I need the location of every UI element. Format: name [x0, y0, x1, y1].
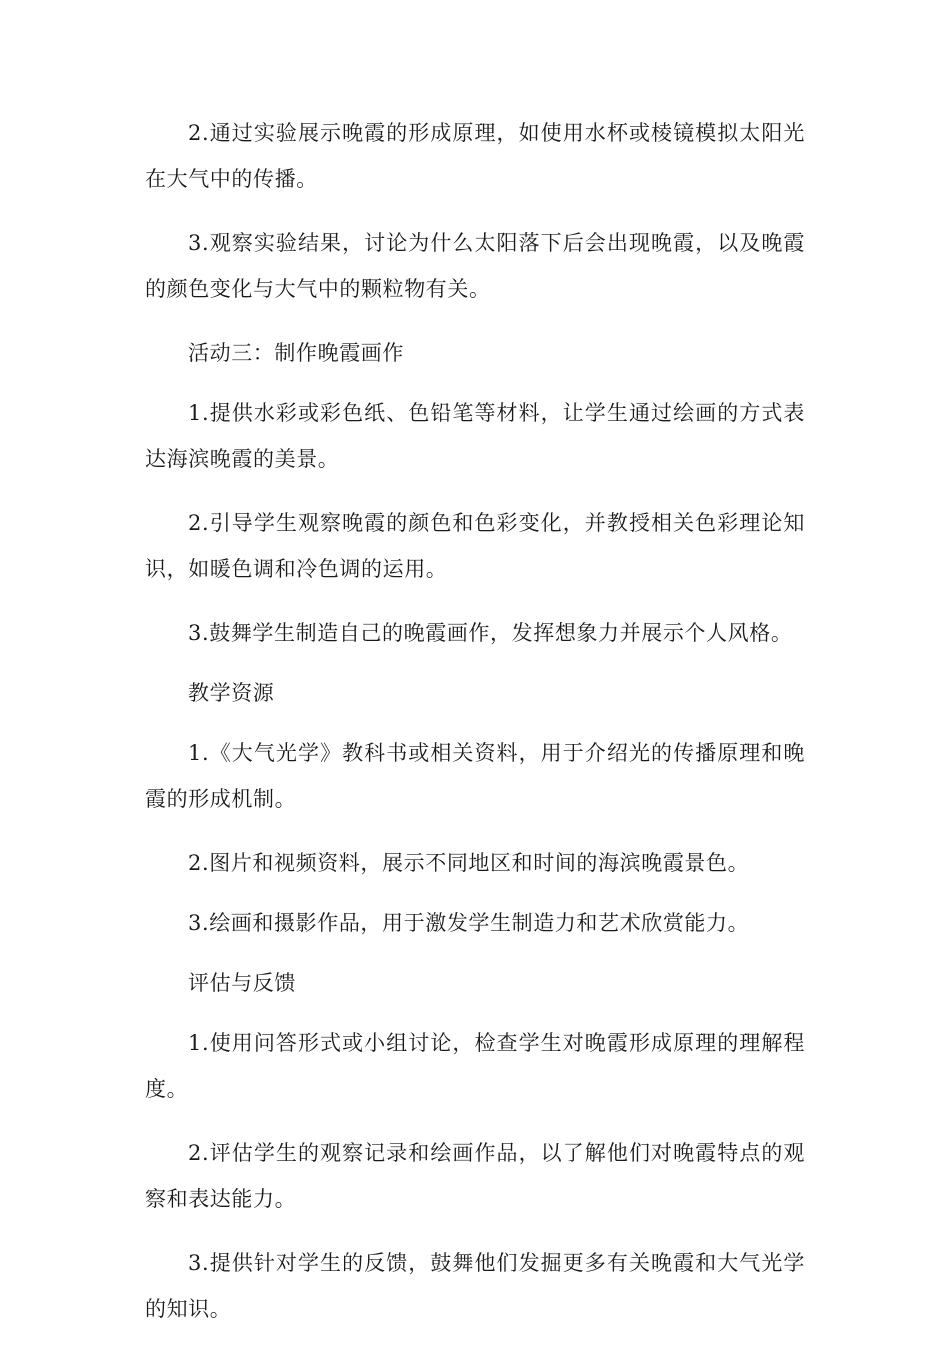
paragraph-encourage-creation: 3.鼓舞学生制造自己的晚霞画作，发挥想象力并展示个人风格。 — [188, 621, 793, 645]
paragraph-resource-textbook: 1.《大气光学》教科书或相关资料，用于介绍光的传播原理和晚霞的形成机制。 — [145, 741, 805, 811]
paragraph-experiment-demo: 2.通过实验展示晚霞的形成原理，如使用水杯或棱镜模拟太阳光在大气中的传播。 — [145, 121, 805, 191]
heading-teaching-resources: 教学资源 — [188, 681, 275, 705]
paragraph-guide-observation: 2.引导学生观察晚霞的颜色和色彩变化，并教授相关色彩理论知识，如暖色调和冷色调的运用。 — [145, 511, 805, 581]
paragraph-eval-records: 2.评估学生的观察记录和绘画作品，以了解他们对晚霞特点的观察和表达能力。 — [145, 1141, 805, 1211]
heading-activity-three: 活动三：制作晚霞画作 — [188, 341, 404, 365]
paragraph-eval-feedback: 3.提供针对学生的反馈，鼓舞他们发掘更多有关晚霞和大气光学的知识。 — [145, 1251, 805, 1321]
document-body — [145, 110, 805, 1350]
paragraph-eval-questions: 1.使用问答形式或小组讨论，检查学生对晚霞形成原理的理解程度。 — [145, 1031, 805, 1101]
paragraph-observe-results: 3.观察实验结果，讨论为什么太阳落下后会出现晚霞，以及晚霞的颜色变化与大气中的颗粒物有关。 — [145, 231, 805, 301]
paragraph-resource-artworks: 3.绘画和摄影作品，用于激发学生制造力和艺术欣赏能力。 — [188, 911, 750, 935]
heading-evaluation-feedback: 评估与反馈 — [188, 971, 296, 995]
paragraph-provide-materials: 1.提供水彩或彩色纸、色铅笔等材料，让学生通过绘画的方式表达海滨晚霞的美景。 — [145, 401, 805, 471]
paragraph-resource-media: 2.图片和视频资料，展示不同地区和时间的海滨晚霞景色。 — [188, 851, 750, 875]
